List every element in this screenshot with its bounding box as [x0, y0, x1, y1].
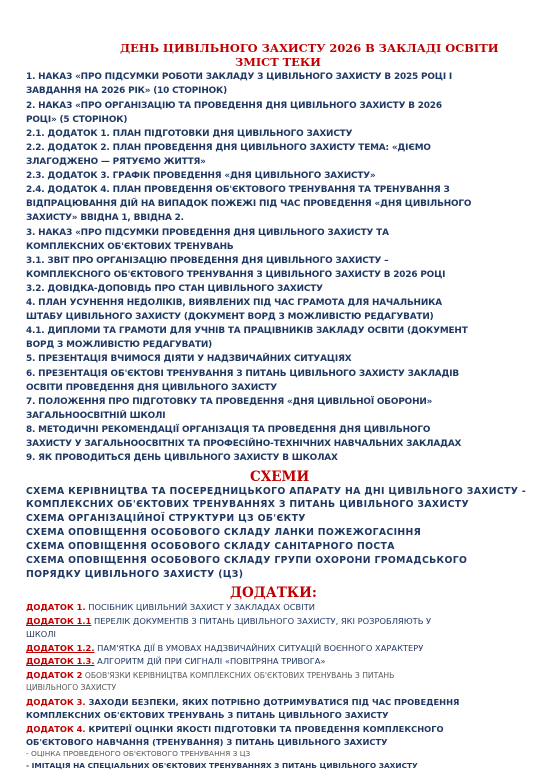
- appendix-label: ДОДАТОК 2: [26, 670, 83, 680]
- appendix-text: ШКОЛІ: [26, 629, 56, 639]
- appendices-heading: ДОДАТКИ:: [230, 585, 317, 601]
- contents-line: 6. ПРЕЗЕНТАЦІЯ ОБ'ЄКТОВІ ТРЕНУВАННЯ З ПИТАНЬ ЦИВІЛЬНОГО ЗАХИСТУ ЗАКЛАДІВ: [26, 369, 460, 379]
- appendix-label: ДОДАТОК 4.: [26, 724, 86, 734]
- contents-line: ЗЛАГОДЖЕНО — РЯТУЄМО ЖИТТЯ»: [26, 157, 206, 167]
- appendix-line[interactable]: [26, 724, 444, 734]
- appendix-line: [26, 629, 56, 639]
- appendix-text: - ОЦІНКА ПРОВЕДЕНОГО ОБ'ЄКТОВОГО ТРЕНУВАННЯ З ЦЗ: [26, 749, 251, 758]
- appendix-line[interactable]: [26, 616, 431, 626]
- contents-line: ЗАГАЛЬНООСВІТНІЙ ШКОЛІ: [26, 411, 166, 421]
- appendix-text: АЛГОРИТМ ДІЙ ПРИ СИГНАЛІ «ПОВІТРЯНА ТРИВОГА»: [94, 656, 326, 666]
- schemes-heading: СХЕМИ: [250, 469, 310, 485]
- appendix-label: ДОДАТОК 1.: [26, 602, 86, 612]
- appendix-line[interactable]: [26, 602, 315, 612]
- contents-line: 8. МЕТОДИЧНІ РЕКОМЕНДАЦІЇ ОРГАНІЗАЦІЯ ТА ПРОВЕДЕННЯ ДНЯ ЦИВІЛЬНОГО: [26, 425, 431, 435]
- appendix-text: КОМПЛЕКСНИХ ОБ'ЄКТОВИХ ТРЕНУВАНЬ З ПИТАНЬ ЦИВІЛЬНОГО ЗАХИСТУ: [26, 710, 389, 720]
- contents-line: 2.2. ДОДАТОК 2. ПЛАН ПРОВЕДЕННЯ ДНЯ ЦИВІЛЬНОГО ЗАХИСТУ ТЕМА: «ДІЄМО: [26, 143, 431, 153]
- contents-line: 4. ПЛАН УСУНЕННЯ НЕДОЛІКІВ, ВИЯВЛЕНИХ ПІД ЧАС ГРАМОТА ДЛЯ НАЧАЛЬНИКА: [26, 298, 442, 308]
- appendix-bullet: [26, 749, 250, 758]
- contents-line: 5. ПРЕЗЕНТАЦІЯ ВЧИМОСЯ ДІЯТИ У НАДЗВИЧАЙНИХ СИТУАЦІЯХ: [26, 354, 352, 364]
- contents-line: РОЦІ» (5 СТОРІНОК): [26, 115, 128, 125]
- scheme-line: СХЕМА ОПОВІЩЕННЯ ОСОБОВОГО СКЛАДУ ЛАНКИ ПОЖЕЖОГАСІННЯ: [26, 527, 422, 538]
- contents-line: ВОРД З МОЖЛИВІСТЮ РЕДАГУВАТИ): [26, 340, 213, 350]
- scheme-line: СХЕМА КЕРІВНИЦТВА ТА ПОСЕРЕДНИЦЬКОГО АПАРАТУ НА ДНІ ЦИВІЛЬНОГО ЗАХИСТУ -: [26, 486, 527, 497]
- contents-line: 2.3. ДОДАТОК 3. ГРАФІК ПРОВЕДЕННЯ «ДНЯ ЦИВІЛЬНОГО ЗАХИСТУ»: [26, 171, 376, 181]
- contents-line: 3. НАКАЗ «ПРО ПІДСУМКИ ПРОВЕДЕННЯ ДНЯ ЦИВІЛЬНОГО ЗАХИСТУ ТА: [26, 228, 389, 238]
- appendix-text: ЗАХОДИ БЕЗПЕКИ, ЯКИХ ПОТРІБНО ДОТРИМУВАТИСЯ ПІД ЧАС ПРОВЕДЕННЯ: [85, 697, 460, 707]
- contents-line: КОМПЛЕКСНИХ ОБ'ЄКТОВИХ ТРЕНУВАНЬ: [26, 242, 234, 252]
- contents-line: 9. ЯК ПРОВОДИТЬСЯ ДЕНЬ ЦИВІЛЬНОГО ЗАХИСТУ В ШКОЛАХ: [26, 453, 338, 463]
- document-subtitle: ЗМІСТ ТЕКИ: [235, 55, 321, 69]
- appendix-bullet: [26, 761, 418, 770]
- appendix-line: [26, 710, 389, 720]
- contents-line: 2.4. ДОДАТОК 4. ПЛАН ПРОВЕДЕННЯ ОБ'ЄКТОВОГО ТРЕНУВАННЯ ТА ТРЕНУВАННЯ З: [26, 185, 450, 195]
- appendix-line[interactable]: [26, 697, 459, 707]
- appendix-line: [26, 737, 388, 747]
- appendix-text: ОБ'ЄКТОВОГО НАВЧАННЯ (ТРЕНУВАННЯ) З ПИТАНЬ ЦИВІЛЬНОГО ЗАХИСТУ: [26, 737, 388, 747]
- contents-line: ЗАХИСТУ» ВВІДНА 1, ВВІДНА 2.: [26, 213, 184, 223]
- scheme-line: ПОРЯДКУ ЦИВІЛЬНОГО ЗАХИСТУ (ЦЗ): [26, 569, 244, 580]
- appendix-text: КРИТЕРІЇ ОЦІНКИ ЯКОСТІ ПІДГОТОВКИ ТА ПРОВЕДЕННЯ КОМПЛЕКСНОГО: [85, 724, 444, 734]
- contents-line: 1. НАКАЗ «ПРО ПІДСУМКИ РОБОТИ ЗАКЛАДУ З ЦИВІЛЬНОГО ЗАХИСТУ В 2025 РОЦІ І: [26, 72, 453, 82]
- document-title: ДЕНЬ ЦИВІЛЬНОГО ЗАХИСТУ 2026 В ЗАКЛАДІ ОСВІТИ: [120, 41, 499, 55]
- appendix-label: ДОДАТОК 1.1: [26, 616, 92, 626]
- appendix-text: ЦИВІЛЬНОГО ЗАХИСТУ: [26, 683, 117, 692]
- appendix-text: ПАМ'ЯТКА ДІЇ В УМОВАХ НАДЗВИЧАЙНИХ СИТУАЦІЙ ВОЄННОГО ХАРАКТЕРУ: [94, 643, 424, 653]
- appendix-line[interactable]: [26, 643, 423, 653]
- contents-line: 2.1. ДОДАТОК 1. ПЛАН ПІДГОТОВКИ ДНЯ ЦИВІЛЬНОГО ЗАХИСТУ: [26, 129, 353, 139]
- scheme-line: СХЕМА ОПОВІЩЕННЯ ОСОБОВОГО СКЛАДУ ГРУПИ ОХОРОНИ ГРОМАДСЬКОГО: [26, 555, 468, 566]
- scheme-line: СХЕМА ОПОВІЩЕННЯ ОСОБОВОГО СКЛАДУ САНІТАРНОГО ПОСТА: [26, 541, 395, 552]
- scheme-line: КОМПЛЕКСНИХ ОБ'ЄКТОВИХ ТРЕНУВАННЯХ З ПИТАНЬ ЦИВІЛЬНОГО ЗАХИСТУ: [26, 499, 469, 510]
- contents-line: ОСВІТИ ПРОВЕДЕННЯ ДНЯ ЦИВІЛЬНОГО ЗАХИСТУ: [26, 383, 277, 393]
- appendix-line: [26, 683, 116, 692]
- appendix-text: ОБОВ'ЯЗКИ КЕРІВНИЦТВА КОМПЛЕКСНИХ ОБ'ЄКТОВИХ ТРЕНУВАНЬ З ПИТАНЬ: [82, 671, 395, 680]
- contents-line: КОМПЛЕКСНОГО ОБ'ЄКТОВОГО ТРЕНУВАННЯ З ЦИВІЛЬНОГО ЗАХИСТУ В 2026 РОЦІ: [26, 270, 446, 280]
- contents-line: 7. ПОЛОЖЕННЯ ПРО ПІДГОТОВКУ ТА ПРОВЕДЕННЯ «ДНЯ ЦИВІЛЬНОЇ ОБОРОНИ»: [26, 397, 433, 407]
- appendix-text: ПОСІБНИК ЦИВІЛЬНИЙ ЗАХИСТ У ЗАКЛАДАХ ОСВІТИ: [85, 602, 315, 612]
- contents-line: 2. НАКАЗ «ПРО ОРГАНІЗАЦІЮ ТА ПРОВЕДЕННЯ ДНЯ ЦИВІЛЬНОГО ЗАХИСТУ В 2026: [26, 101, 442, 111]
- appendix-text: ПЕРЕЛІК ДОКУМЕНТІВ З ПИТАНЬ ЦИВІЛЬНОГО ЗАХИСТУ, ЯКІ РОЗРОБЛЯЮТЬ У: [91, 616, 432, 626]
- appendix-label: ДОДАТОК 1.2.: [26, 643, 95, 653]
- appendix-line[interactable]: [26, 656, 326, 666]
- contents-line: 4.1. ДИПЛОМИ ТА ГРАМОТИ ДЛЯ УЧНІВ ТА ПРАЦІВНИКІВ ЗАКЛАДУ ОСВІТИ (ДОКУМЕНТ: [26, 326, 468, 336]
- appendix-label: ДОДАТОК 3.: [26, 697, 86, 707]
- contents-line: ВІДПРАЦЮВАННЯ ДІЙ НА ВИПАДОК ПОЖЕЖІ ПІД ЧАС ПРОВЕДЕННЯ «ДНЯ ЦИВІЛЬНОГО: [26, 199, 472, 209]
- contents-line: ШТАБУ ЦИВІЛЬНОГО ЗАХИСТУ (ДОКУМЕНТ ВОРД З МОЖЛИВІСТЮ РЕДАГУВАТИ): [26, 312, 434, 322]
- contents-line: 3.2. ДОВІДКА-ДОПОВІДЬ ПРО СТАН ЦИВІЛЬНОГО ЗАХИСТУ: [26, 284, 323, 294]
- scheme-line: СХЕМА ОРГАНІЗАЦІЙНОЇ СТРУКТУРИ ЦЗ ОБ'ЄКТУ: [26, 513, 306, 524]
- contents-line: ЗАВДАННЯ НА 2026 РІК» (10 СТОРІНОК): [26, 86, 227, 96]
- appendix-text: - ІМІТАЦІЯ НА СПЕЦІАЛЬНИХ ОБ'ЄКТОВИХ ТРЕНУВАННЯХ З ПИТАНЬ ЦИВІЛЬНОГО ЗАХИСТУ: [26, 761, 418, 770]
- appendix-label: ДОДАТОК 1.3.: [26, 656, 95, 666]
- contents-line: ЗАХИСТУ У ЗАГАЛЬНООСВІТНІХ ТА ПРОФЕСІЙНО-ТЕХНІЧНИХ НАВЧАЛЬНИХ ЗАКЛАДАХ: [26, 439, 462, 449]
- appendix-line[interactable]: [26, 670, 394, 680]
- contents-line: 3.1. ЗВІТ ПРО ОРГАНІЗАЦІЮ ПРОВЕДЕННЯ ДНЯ ЦИВІЛЬНОГО ЗАХИСТУ –: [26, 256, 389, 266]
